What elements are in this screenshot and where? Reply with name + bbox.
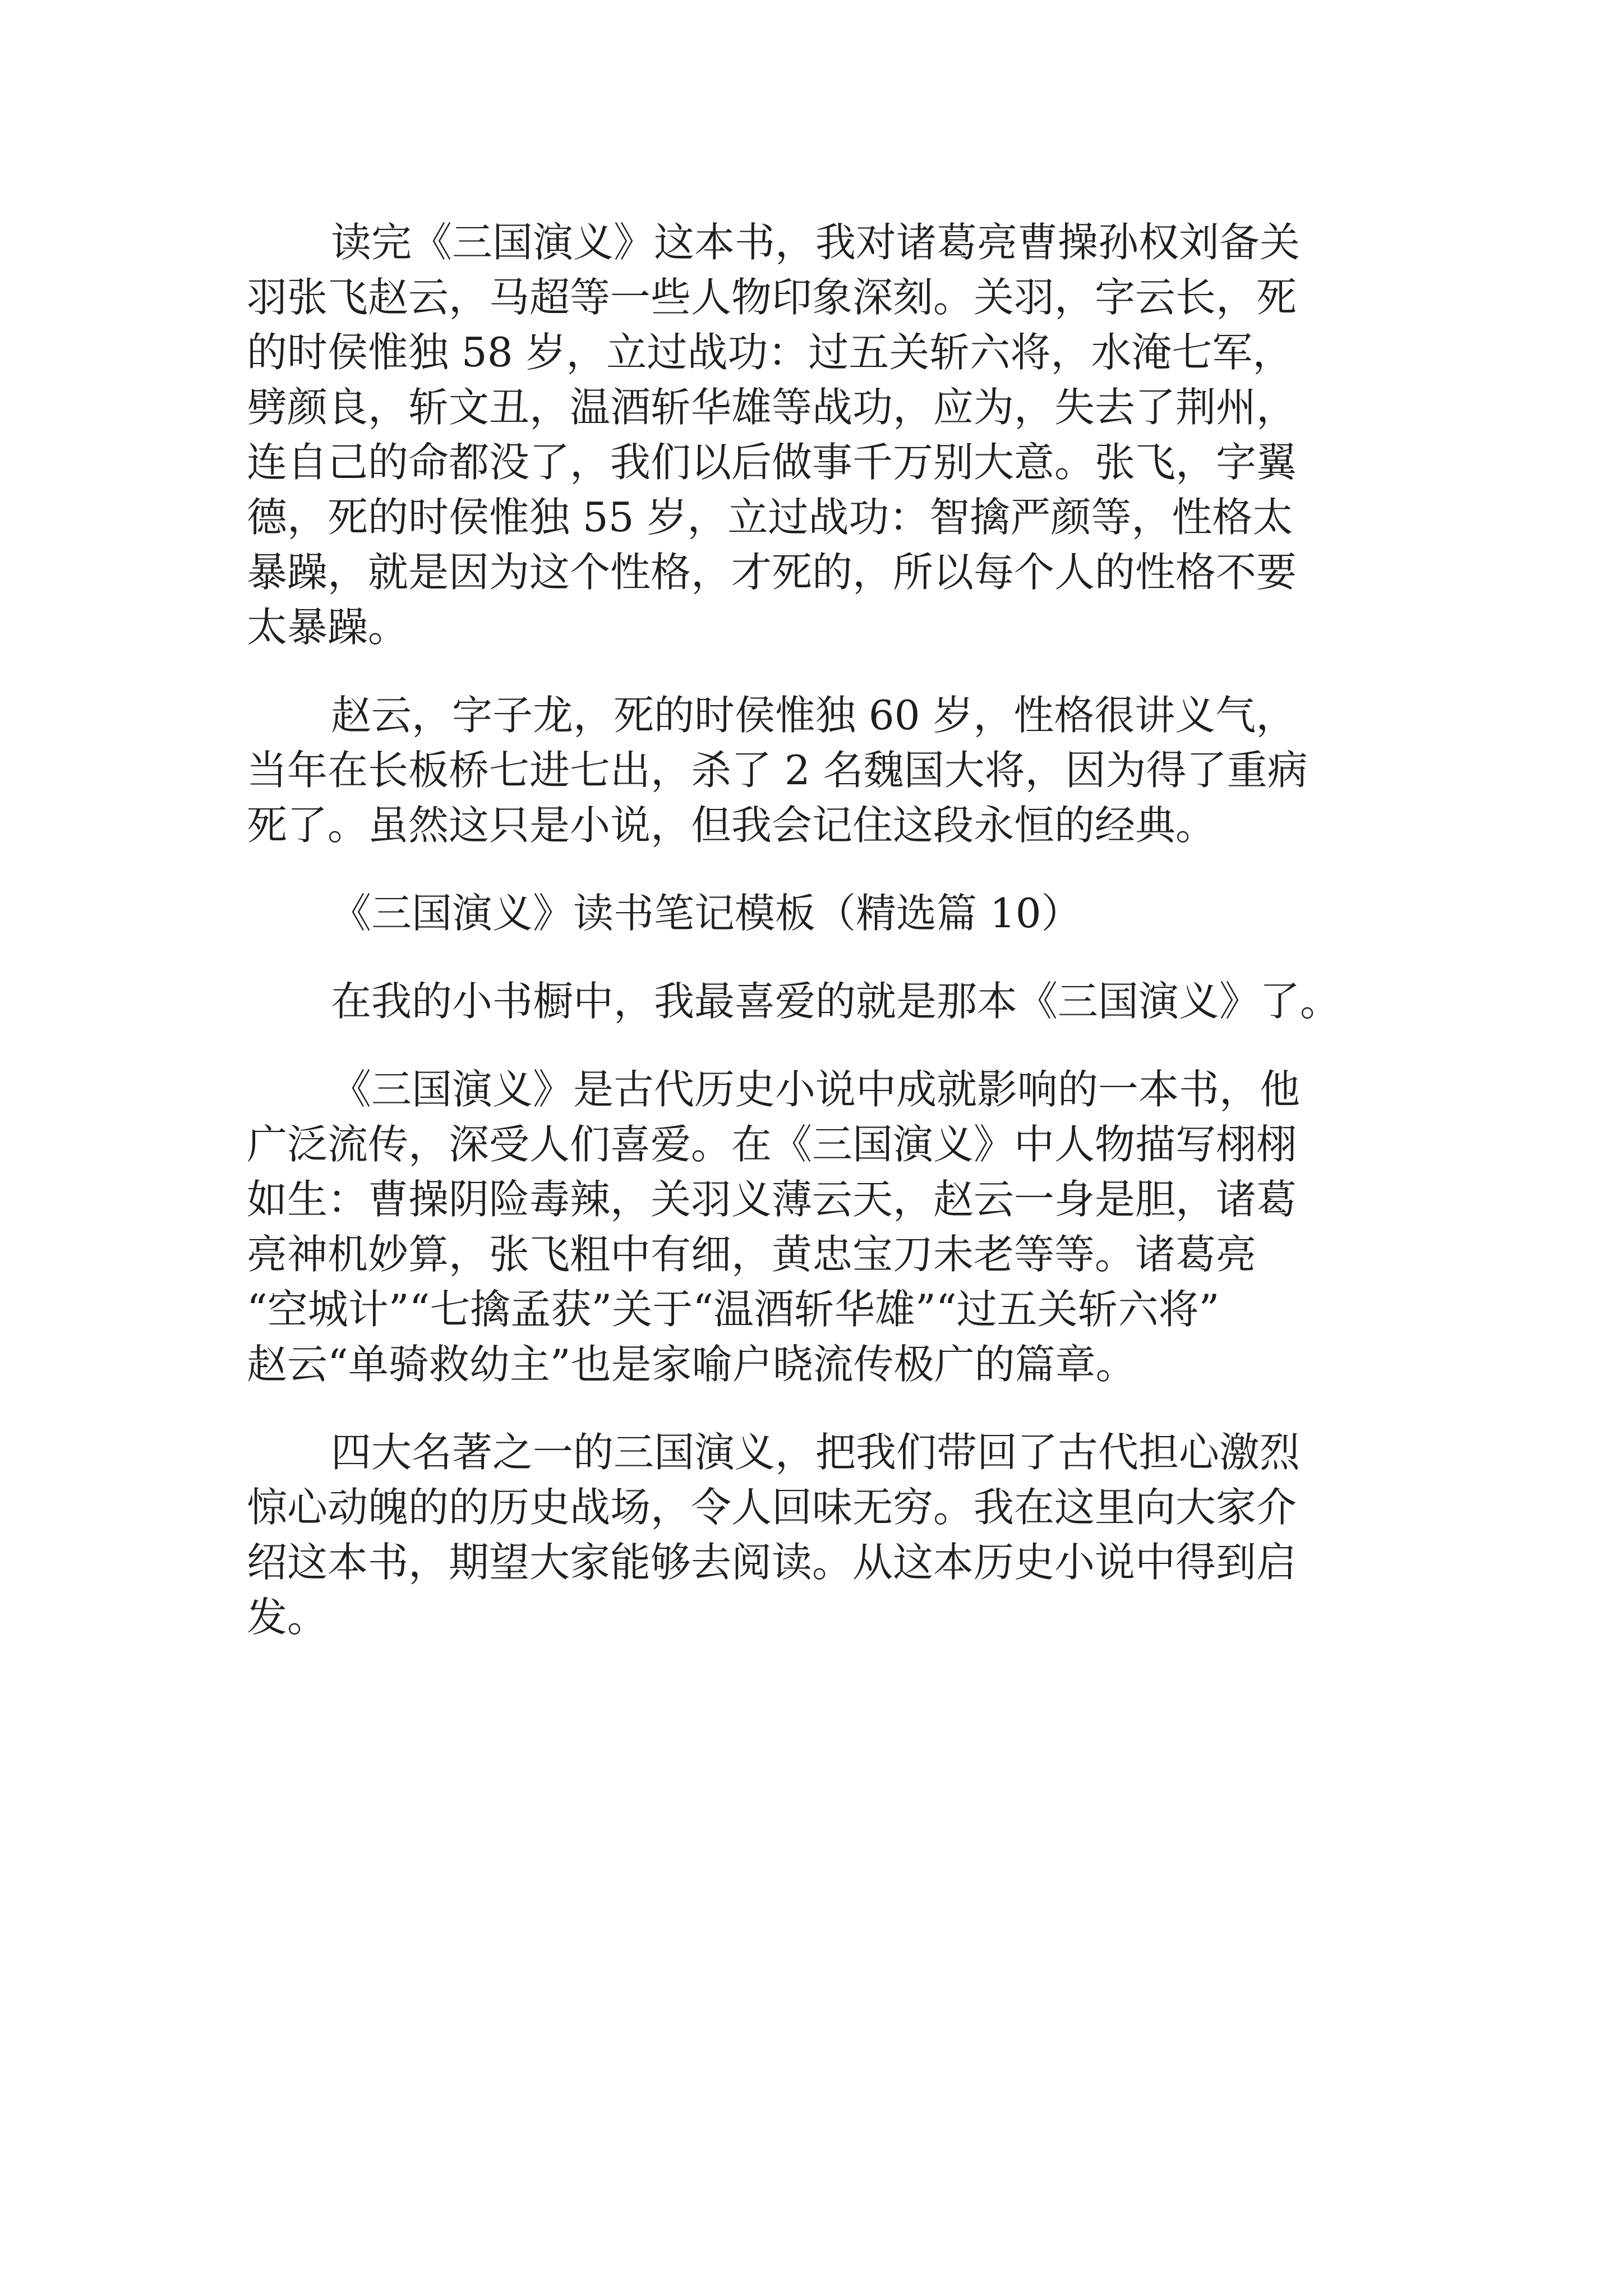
section-heading xyxy=(247,886,1385,941)
text-line: 广泛流传，深受人们喜爱。在《三国演义》中人物描写栩栩 xyxy=(247,1121,1297,1168)
heading-line: 《三国演义》读书笔记模板（精选篇 10） xyxy=(331,890,1082,937)
text-line: 当年在长板桥七进七出，杀了 2 名魏国大将，因为得了重病 xyxy=(247,747,1308,794)
paragraph-characters xyxy=(247,1062,1385,1392)
text-line: 发。 xyxy=(247,1594,328,1641)
paragraph-guanyu-zhangfei xyxy=(247,215,1385,655)
text-line: 四大名著之一的三国演义，把我们带回了古代担心激烈 xyxy=(331,1429,1301,1476)
text-line: 暴躁，就是因为这个性格，才死的，所以每个人的性格不要 xyxy=(247,549,1297,596)
paragraph-conclusion xyxy=(247,1425,1385,1645)
text-line: 在我的小书橱中，我最喜爱的就是那本《三国演义》了。 xyxy=(331,978,1341,1025)
paragraph-zhaoyun xyxy=(247,688,1385,853)
text-line: 绍这本书，期望大家能够去阅读。从这本历史小说中得到启 xyxy=(247,1539,1297,1586)
text-line: 死了。虽然这只是小说，但我会记住这段永恒的经典。 xyxy=(247,802,1216,849)
text-line: 羽张飞赵云，马超等一些人物印象深刻。关羽，字云长，死 xyxy=(247,274,1297,321)
text-line: 《三国演义》是古代历史小说中成就影响的一本书，他 xyxy=(331,1066,1301,1113)
paragraph-bookshelf xyxy=(247,974,1385,1029)
text-line: 如生：曹操阴险毒辣，关羽义薄云天，赵云一身是胆，诸葛 xyxy=(247,1176,1297,1223)
text-line: 的时侯惟独 58 岁，立过战功：过五关斩六将，水淹七军， xyxy=(247,329,1293,376)
text-line: 连自己的命都没了，我们以后做事千万别大意。张飞，字翼 xyxy=(247,439,1297,486)
text-line: 读完《三国演义》这本书，我对诸葛亮曹操孙权刘备关 xyxy=(331,219,1301,266)
text-line: 德，死的时侯惟独 55 岁，立过战功：智擒严颜等，性格太 xyxy=(247,494,1293,541)
text-line: “空城计”“七擒孟获”关于“温酒斩华雄”“过五关斩六将” xyxy=(247,1286,1220,1333)
text-line: 赵云“单骑救幼主”也是家喻户晓流传极广的篇章。 xyxy=(247,1341,1136,1388)
text-line: 赵云，字子龙，死的时侯惟独 60 岁，性格很讲义气， xyxy=(331,692,1297,739)
document-body xyxy=(247,215,1385,1645)
text-line: 太暴躁。 xyxy=(247,604,409,651)
text-line: 劈颜良，斩文丑，温酒斩华雄等战功，应为，失去了荆州， xyxy=(247,384,1297,431)
text-line: 惊心动魄的的历史战场，令人回味无穷。我在这里向大家介 xyxy=(247,1484,1297,1531)
text-line: 亮神机妙算，张飞粗中有细，黄忠宝刀未老等等。诸葛亮 xyxy=(247,1231,1257,1278)
